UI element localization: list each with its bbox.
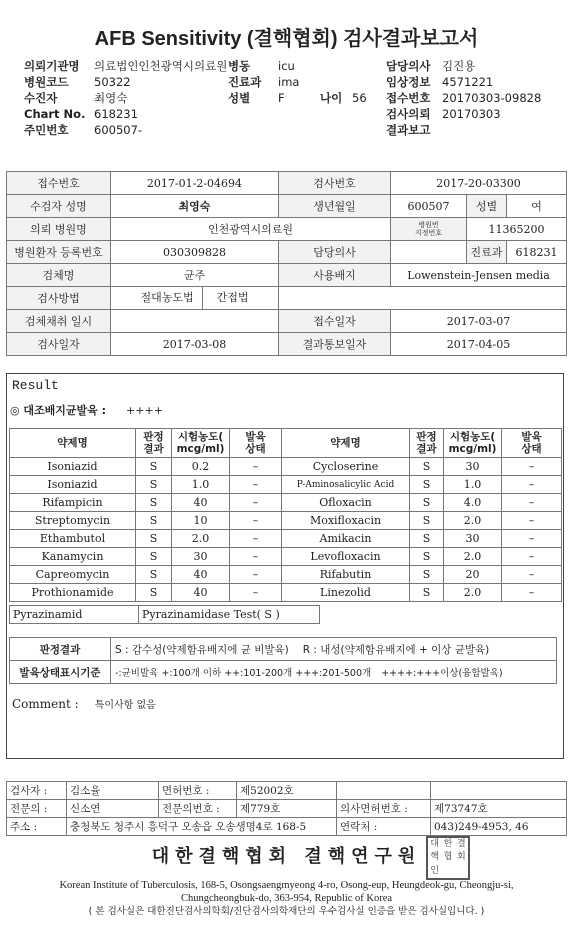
col-drug: 약제명 bbox=[282, 429, 410, 458]
drug-concentration: 40 bbox=[172, 584, 230, 602]
drug-concentration: 40 bbox=[172, 494, 230, 512]
drug-result: S bbox=[410, 530, 444, 548]
foot-label: 전문의번호 : bbox=[159, 800, 237, 818]
drug-name: Rifabutin bbox=[282, 566, 410, 584]
info-label: 검사일자 bbox=[7, 333, 111, 356]
drug-name: Linezolid bbox=[282, 584, 410, 602]
drug-result: S bbox=[410, 476, 444, 494]
header-value: F bbox=[278, 91, 285, 105]
info-value bbox=[111, 310, 279, 333]
info-value: 030309828 bbox=[111, 241, 279, 264]
drug-growth: – bbox=[502, 566, 562, 584]
drug-row bbox=[10, 458, 562, 476]
drug-growth: – bbox=[502, 512, 562, 530]
drug-table bbox=[9, 428, 562, 602]
header-label: 주민번호 bbox=[24, 123, 69, 137]
pyrazinamide-row bbox=[9, 605, 320, 624]
drug-result: S bbox=[410, 494, 444, 512]
header-value: 50322 bbox=[94, 75, 131, 89]
drug-name: P-Aminosalicylic Acid bbox=[282, 476, 410, 494]
colony-value: ++++ bbox=[126, 404, 163, 417]
foot-value: 제52002호 bbox=[237, 782, 337, 800]
signature-table bbox=[6, 781, 567, 836]
method-cell bbox=[111, 287, 279, 310]
header-label: 임상정보 bbox=[386, 75, 431, 89]
info-value: 절대농도법 bbox=[140, 291, 194, 304]
drug-concentration: 30 bbox=[172, 548, 230, 566]
info-label: 성별 bbox=[467, 195, 507, 218]
drug-concentration: 20 bbox=[444, 566, 502, 584]
col-conc: 시험농도( mcg/ml) bbox=[444, 429, 502, 458]
header-label: 진료과 bbox=[228, 75, 262, 89]
info-label: 의뢰 병원명 bbox=[7, 218, 111, 241]
header-value: 최영숙 bbox=[94, 91, 128, 105]
drug-name: Kanamycin bbox=[10, 548, 136, 566]
info-label: 병원번 지정번호 bbox=[391, 218, 467, 241]
drug-result: S bbox=[410, 584, 444, 602]
certification-note: ( 본 검사실은 대한진단검사의학회/진단검사의학재단의 우수검사실 인증을 받은 검사실입니다. ) bbox=[88, 906, 485, 917]
header-label: 접수번호 bbox=[386, 91, 431, 105]
control-colony bbox=[10, 402, 163, 418]
header-label: 검사의뢰 bbox=[386, 107, 431, 121]
drug-concentration: 2.0 bbox=[172, 530, 230, 548]
drug-growth: – bbox=[502, 530, 562, 548]
header-label: Chart No. bbox=[24, 107, 86, 121]
col-judge: 판정 결과 bbox=[136, 429, 172, 458]
address-en: Korean Institute of Tuberculosis, 168-5, Osongsaengmyeong 4-ro, Osong-eup, Heungdeok-gu, Cheongju-si, Chungcheongbuk-do, 363-954, Republic of Korea bbox=[59, 880, 514, 904]
drug-growth: – bbox=[230, 458, 282, 476]
drug-growth: – bbox=[230, 530, 282, 548]
header-value: 20170303-09828 bbox=[442, 91, 542, 105]
drug-growth: – bbox=[230, 512, 282, 530]
drug-name: Cycloserine bbox=[282, 458, 410, 476]
drug-concentration: 1.0 bbox=[172, 476, 230, 494]
comment-label: Comment : bbox=[12, 697, 79, 711]
foot-value: 충청북도 청주시 흥덕구 오송읍 오송생명4로 168-5 bbox=[67, 818, 337, 836]
header-mid bbox=[228, 58, 367, 106]
drug-result: S bbox=[410, 566, 444, 584]
foot-value: 김소율 bbox=[67, 782, 159, 800]
drug-name: Isoniazid bbox=[10, 476, 136, 494]
foot-label: 면허번호 : bbox=[159, 782, 237, 800]
drug-concentration: 2.0 bbox=[444, 584, 502, 602]
drug-row bbox=[10, 512, 562, 530]
drug-result: S bbox=[410, 458, 444, 476]
drug-row bbox=[10, 548, 562, 566]
foot-empty bbox=[431, 782, 567, 800]
info-value: 618231 bbox=[507, 241, 567, 264]
judge-legend bbox=[111, 638, 557, 661]
report-title: AFB Sensitivity (결핵협회) 검사결과보고서 bbox=[94, 28, 479, 50]
col-judge: 판정 결과 bbox=[410, 429, 444, 458]
institution-address bbox=[0, 879, 573, 918]
info-value bbox=[391, 241, 467, 264]
drug-row bbox=[10, 494, 562, 512]
info-value: 2017-01-2-04694 bbox=[111, 172, 279, 195]
drug-name: Prothionamide bbox=[10, 584, 136, 602]
drug-row bbox=[10, 476, 562, 494]
drug-row bbox=[10, 566, 562, 584]
drug-growth: – bbox=[230, 476, 282, 494]
drug-growth: – bbox=[230, 584, 282, 602]
header-value: 의료법인인천광역시의료원 bbox=[94, 59, 228, 73]
col-conc: 시험농도( mcg/ml) bbox=[172, 429, 230, 458]
drug-result: S bbox=[136, 530, 172, 548]
info-value: Lowenstein-Jensen media bbox=[391, 264, 567, 287]
header-label: 결과보고 bbox=[386, 123, 431, 137]
header-value: 4571221 bbox=[442, 75, 494, 89]
drug-result: S bbox=[410, 548, 444, 566]
judge-r: R : 내성(약제함유배지에 + 이상 균발육) bbox=[302, 643, 490, 656]
drug-growth: – bbox=[502, 548, 562, 566]
info-label: 검사번호 bbox=[279, 172, 391, 195]
drug-name: Rifampicin bbox=[10, 494, 136, 512]
info-label: 사용배지 bbox=[279, 264, 391, 287]
drug-growth: – bbox=[230, 566, 282, 584]
pza-drug: Pyrazinamid bbox=[9, 605, 139, 624]
drug-growth: – bbox=[502, 584, 562, 602]
pza-result: Pyrazinamidase Test( S ) bbox=[138, 605, 320, 624]
drug-growth: – bbox=[230, 548, 282, 566]
header-label: 병원코드 bbox=[24, 75, 69, 89]
drug-concentration: 0.2 bbox=[172, 458, 230, 476]
foot-value: 제73747호 bbox=[431, 800, 567, 818]
info-label: 진료과 bbox=[467, 241, 507, 264]
drug-result: S bbox=[136, 476, 172, 494]
comment-text: 특이사항 없음 bbox=[94, 700, 156, 711]
header-value: icu bbox=[278, 59, 295, 73]
info-value: 최영숙 bbox=[111, 195, 279, 218]
patient-info-table bbox=[6, 171, 567, 356]
foot-label: 검사자 : bbox=[7, 782, 67, 800]
drug-name: Levofloxacin bbox=[282, 548, 410, 566]
judge-label: 판정결과 bbox=[10, 638, 111, 661]
age-value: 56 bbox=[352, 91, 367, 105]
drug-row bbox=[10, 530, 562, 548]
drug-concentration: 30 bbox=[444, 458, 502, 476]
age-label: 나이 bbox=[320, 91, 343, 105]
foot-label: 연락처 : bbox=[337, 818, 431, 836]
drug-concentration: 2.0 bbox=[444, 548, 502, 566]
header-left bbox=[24, 58, 227, 138]
info-value: 2017-03-08 bbox=[111, 333, 279, 356]
drug-growth: – bbox=[502, 494, 562, 512]
drug-row bbox=[10, 584, 562, 602]
colony-label: ◎ 대조배지균발육 : bbox=[10, 404, 107, 417]
header-value: 618231 bbox=[94, 107, 138, 121]
drug-name: Moxifloxacin bbox=[282, 512, 410, 530]
header-label: 담당의사 bbox=[386, 59, 431, 73]
info-value: 간접법 bbox=[216, 291, 249, 304]
drug-result: S bbox=[136, 548, 172, 566]
header-label: 의뢰기관명 bbox=[24, 59, 80, 73]
foot-empty bbox=[337, 782, 431, 800]
judgement-legend bbox=[9, 637, 557, 684]
header-label: 수진자 bbox=[24, 91, 58, 105]
growth-legend-2: ++++:+++이상(융합발육) bbox=[381, 668, 503, 679]
foot-value: 043)249-4953, 46 bbox=[431, 818, 567, 836]
drug-result: S bbox=[136, 494, 172, 512]
drug-name: Amikacin bbox=[282, 530, 410, 548]
col-growth: 발육 상태 bbox=[502, 429, 562, 458]
header-label: 병동 bbox=[228, 59, 251, 73]
info-label: 결과통보일자 bbox=[279, 333, 391, 356]
drug-concentration: 30 bbox=[444, 530, 502, 548]
drug-concentration: 1.0 bbox=[444, 476, 502, 494]
growth-legend: -:균비발육 +:100개 이하 ++:101-200개 +++:201-500개 bbox=[115, 668, 372, 679]
header-value: 김진용 bbox=[442, 59, 476, 73]
info-value: 2017-03-07 bbox=[391, 310, 567, 333]
drug-growth: – bbox=[230, 494, 282, 512]
drug-result: S bbox=[136, 458, 172, 476]
drug-concentration: 40 bbox=[172, 566, 230, 584]
drug-name: Streptomycin bbox=[10, 512, 136, 530]
drug-concentration: 2.0 bbox=[444, 512, 502, 530]
col-drug: 약제명 bbox=[10, 429, 136, 458]
judge-s: S : 감수성(약제함유배지에 균 비발육) bbox=[115, 643, 289, 656]
header-value: ima bbox=[278, 75, 300, 89]
foot-value: 신소연 bbox=[67, 800, 159, 818]
institution-seal: 대 한 결 핵 협 회 인 bbox=[426, 836, 470, 880]
foot-label: 의사면허번호 : bbox=[337, 800, 431, 818]
drug-concentration: 10 bbox=[172, 512, 230, 530]
drug-growth: – bbox=[502, 476, 562, 494]
drug-result: S bbox=[410, 512, 444, 530]
drug-name: Capreomycin bbox=[10, 566, 136, 584]
drug-name: Ofloxacin bbox=[282, 494, 410, 512]
drug-growth: – bbox=[502, 458, 562, 476]
growth-label: 발육상태표시기준 bbox=[10, 661, 111, 684]
foot-label: 전문의 : bbox=[7, 800, 67, 818]
info-label: 수검자 성명 bbox=[7, 195, 111, 218]
info-value: 2017-04-05 bbox=[391, 333, 567, 356]
header-value: 20170303 bbox=[442, 107, 501, 121]
info-label: 병원환자 등록번호 bbox=[7, 241, 111, 264]
drug-name: Isoniazid bbox=[10, 458, 136, 476]
header-label: 성별 bbox=[228, 91, 251, 105]
info-label: 담당의사 bbox=[279, 241, 391, 264]
info-value: 인천광역시의료원 bbox=[111, 218, 391, 241]
info-value: 2017-20-03300 bbox=[391, 172, 567, 195]
col-growth: 발육 상태 bbox=[230, 429, 282, 458]
info-label: 검체채취 일시 bbox=[7, 310, 111, 333]
drug-result: S bbox=[136, 584, 172, 602]
comment bbox=[12, 696, 156, 711]
info-label: 접수일자 bbox=[279, 310, 391, 333]
info-label: 검체명 bbox=[7, 264, 111, 287]
drug-name: Ethambutol bbox=[10, 530, 136, 548]
foot-value: 제779호 bbox=[237, 800, 337, 818]
info-value: 600507 bbox=[391, 195, 467, 218]
foot-label: 주소 : bbox=[7, 818, 67, 836]
header-value: 600507- bbox=[94, 123, 143, 137]
result-title: Result bbox=[12, 378, 59, 393]
institution-name: 대한결핵협회 결핵연구원 bbox=[151, 846, 422, 867]
info-label: 검사방법 bbox=[7, 287, 111, 310]
info-empty bbox=[279, 287, 567, 310]
drug-concentration: 4.0 bbox=[444, 494, 502, 512]
info-value: 여 bbox=[507, 195, 567, 218]
info-label: 생년월일 bbox=[279, 195, 391, 218]
drug-result: S bbox=[136, 566, 172, 584]
growth-legend-cell bbox=[111, 661, 557, 684]
info-value: 균주 bbox=[111, 264, 279, 287]
drug-result: S bbox=[136, 512, 172, 530]
info-value: 11365200 bbox=[467, 218, 567, 241]
header-right bbox=[386, 58, 541, 138]
info-label: 접수번호 bbox=[7, 172, 111, 195]
